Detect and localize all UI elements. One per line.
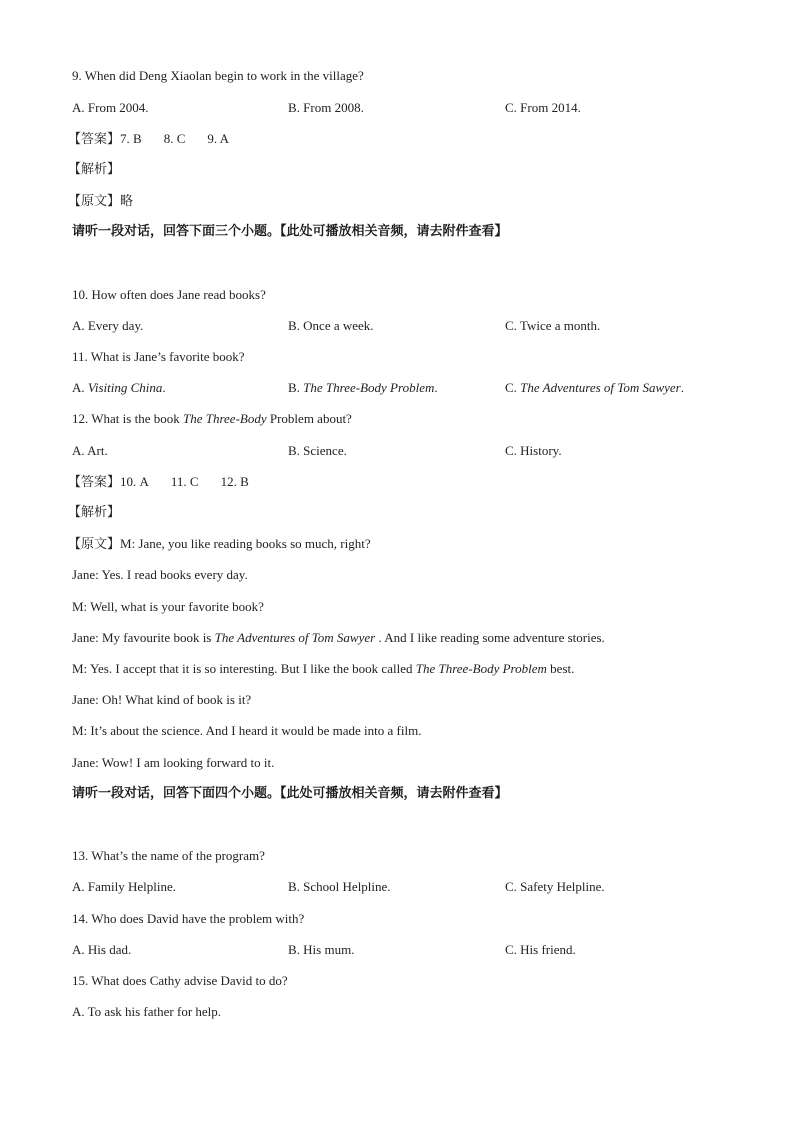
dialogue-line-6: Jane: Oh! What kind of book is it? <box>72 692 252 707</box>
q13-option-a: A. Family Helpline. <box>72 879 176 894</box>
dialogue-line-7: M: It’s about the science. And I heard it would be made into a film. <box>72 723 422 738</box>
q12-option-c: C. History. <box>505 443 562 458</box>
question-11: 11. What is Jane’s favorite book? <box>72 349 245 364</box>
q11-option-b: B. The Three-Body Problem. <box>288 380 438 395</box>
q10-option-b: B. Once a week. <box>288 318 374 333</box>
question-14: 14. Who does David have the problem with? <box>72 911 305 926</box>
original-tag: 【原文】 <box>68 194 121 209</box>
answer-tag: 【答案】 <box>68 475 121 490</box>
dialogue-line-5: M: Yes. I accept that it is so interesting. But I like the book called The Three-Body Problem best. <box>72 661 575 676</box>
q14-option-a: A. His dad. <box>72 942 132 957</box>
question-9: 9. When did Deng Xiaolan begin to work in the village? <box>72 68 364 83</box>
question-10: 10. How often does Jane read books? <box>72 287 266 302</box>
dialogue-line-4: Jane: My favourite book is The Adventures of Tom Sawyer . And I like reading some adventure stories. <box>72 630 605 645</box>
q15-option-a: A. To ask his father for help. <box>72 1004 222 1019</box>
question-12: 12. What is the book The Three-Body Problem about? <box>72 411 352 426</box>
dialogue-line-1: 【原文】M: Jane, you like reading books so much, right? <box>68 536 371 552</box>
answer-12: 12. B <box>220 474 249 489</box>
question-13: 13. What’s the name of the program? <box>72 848 265 863</box>
dialogue-line-2: Jane: Yes. I read books every day. <box>72 567 248 582</box>
q11-option-c: C. The Adventures of Tom Sawyer. <box>505 380 684 395</box>
q9-option-b: B. From 2008. <box>288 100 364 115</box>
q12-option-b: B. Science. <box>288 443 347 458</box>
answer-9: 9. A <box>207 131 230 146</box>
answer-line-2 <box>68 474 249 491</box>
listening-instruction-1: 请听一段对话，回答下面三个小题。【此处可播放相关音频，请去附件查看】 <box>72 224 508 239</box>
q11-option-a: A. Visiting China. <box>72 380 166 395</box>
q12-option-a: A. Art. <box>72 443 108 458</box>
q9-option-c: C. From 2014. <box>505 100 581 115</box>
analysis-tag-1: 【解析】 <box>68 162 121 177</box>
question-15: 15. What does Cathy advise David to do? <box>72 973 288 988</box>
answer-line-1 <box>68 131 229 148</box>
original-line-1 <box>68 193 133 210</box>
analysis-tag-2: 【解析】 <box>68 505 121 520</box>
dialogue-line-3: M: Well, what is your favorite book? <box>72 599 264 614</box>
q13-option-c: C. Safety Helpline. <box>505 879 605 894</box>
answer-10: 10. A <box>120 474 149 489</box>
answer-tag: 【答案】 <box>68 132 121 147</box>
answer-11: 11. C <box>170 474 199 489</box>
answer-7: 7. B <box>120 131 142 146</box>
listening-instruction-2: 请听一段对话，回答下面四个小题。【此处可播放相关音频，请去附件查看】 <box>72 786 508 801</box>
q13-option-b: B. School Helpline. <box>288 879 391 894</box>
q10-option-c: C. Twice a month. <box>505 318 601 333</box>
original-text: 略 <box>120 194 134 209</box>
q14-option-c: C. His friend. <box>505 942 576 957</box>
q10-option-a: A. Every day. <box>72 318 144 333</box>
q9-option-a: A. From 2004. <box>72 100 149 115</box>
q14-option-b: B. His mum. <box>288 942 355 957</box>
dialogue-line-8: Jane: Wow! I am looking forward to it. <box>72 755 275 770</box>
answer-8: 8. C <box>163 131 186 146</box>
original-tag: 【原文】 <box>68 537 121 552</box>
